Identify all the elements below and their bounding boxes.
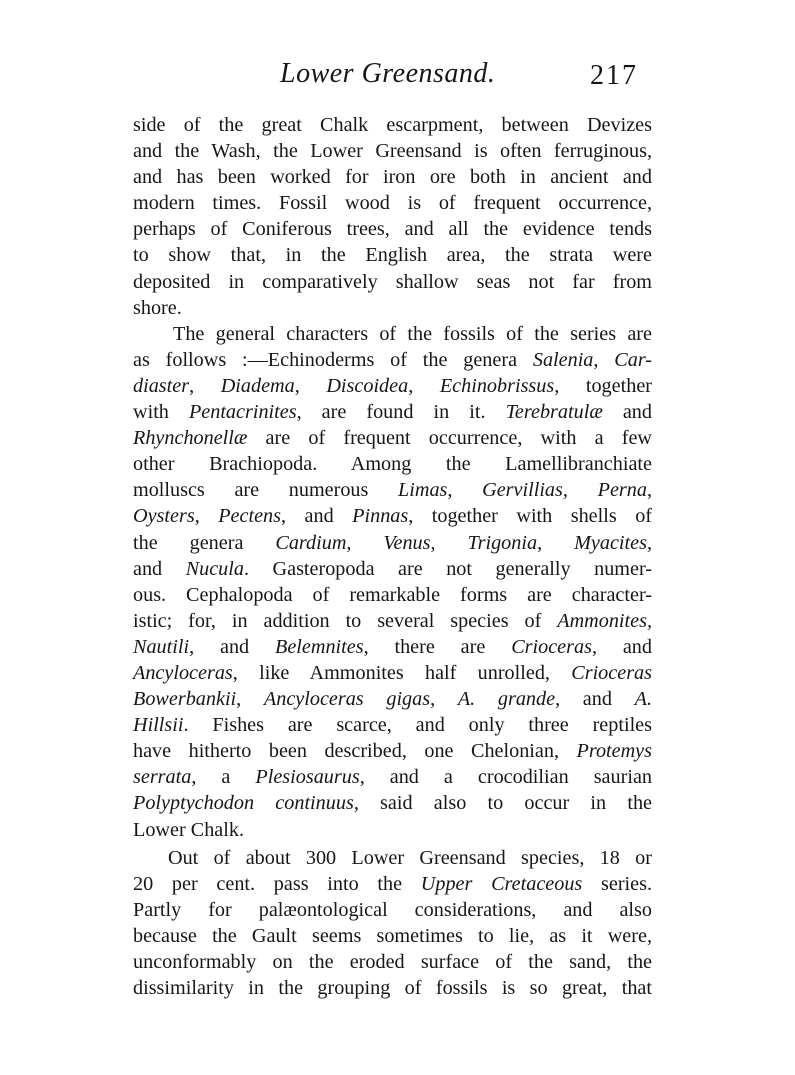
text-line: the genera Cardium, Venus, Trigonia, Myacites, bbox=[133, 531, 652, 554]
text-line: because the Gault seems sometimes to lie, as it were, bbox=[133, 924, 652, 947]
text-line: and has been worked for iron ore both in ancient and bbox=[133, 166, 652, 189]
paragraph-1 bbox=[133, 112, 652, 321]
text-line: perhaps of Coniferous trees, and all the evidence tends bbox=[133, 218, 652, 241]
text-line: unconformably on the eroded surface of the sand, the bbox=[133, 951, 652, 973]
text-line: shore. bbox=[133, 296, 182, 319]
text-line: ous. Cephalopoda of remarkable forms are character- bbox=[133, 583, 652, 606]
text-line: side of the great Chalk escarpment, between Devizes bbox=[133, 114, 652, 136]
text-line: and Nucula. Gasteropoda are not generally numer- bbox=[133, 557, 652, 580]
text-line: other Brachiopoda. Among the Lamellibranchiate bbox=[133, 453, 652, 476]
text-line: have hitherto been described, one Chelonian, Protemys bbox=[133, 740, 652, 763]
text-line: Partly for palæontological considerations, and also bbox=[133, 898, 652, 921]
text-line: diaster, Diadema, Discoidea, Echinobrissus, together bbox=[133, 374, 652, 397]
text-line: Nautili, and Belemnites, there are Crioceras, and bbox=[133, 635, 652, 658]
paragraph-2 bbox=[133, 321, 652, 843]
text-line: The general characters of the fossils of the series are bbox=[173, 322, 652, 345]
text-line: Oysters, Pectens, and Pinnas, together with shells of bbox=[133, 505, 653, 528]
text-line: modern times. Fossil wood is of frequent occurrence, bbox=[133, 192, 652, 215]
text-line: Ancyloceras, like Ammonites half unrolled, Crioceras bbox=[133, 661, 652, 684]
text-line: deposited in comparatively shallow seas not far from bbox=[133, 270, 652, 293]
page-number: 217 bbox=[590, 60, 638, 91]
running-title: Lower Greensand. bbox=[280, 58, 496, 89]
text-line: Lower Chalk. bbox=[133, 818, 245, 841]
text-line: 20 per cent. pass into the Upper Cretaceous series. bbox=[133, 872, 653, 895]
text-line: Hillsii. Fishes are scarce, and only three reptiles bbox=[133, 714, 652, 737]
text-line: Polyptychodon continuus, said also to occur in the bbox=[133, 792, 653, 815]
text-line: to show that, in the English area, the strata were bbox=[133, 244, 652, 267]
text-line: as follows :—Echinoderms of the genera Salenia, Car- bbox=[133, 348, 652, 371]
body-text bbox=[133, 112, 652, 1001]
text-line: with Pentacrinites, are found in it. Terebratulæ and bbox=[133, 401, 652, 424]
text-line: molluscs are numerous Limas, Gervillias, Perna, bbox=[133, 479, 652, 502]
paragraph-3 bbox=[133, 845, 652, 1002]
text-line: istic; for, in addition to several species of Ammonites, bbox=[133, 609, 652, 632]
text-line: and the Wash, the Lower Greensand is often ferruginous, bbox=[133, 140, 652, 163]
running-head bbox=[0, 58, 795, 98]
text-line: Out of about 300 Lower Greensand species, 18 or bbox=[168, 846, 652, 869]
text-line: Bowerbankii, Ancyloceras gigas, A. grande, and A. bbox=[133, 688, 652, 711]
text-line: Rhynchonellæ are of frequent occurrence, with a few bbox=[133, 427, 652, 450]
text-line: dissimilarity in the grouping of fossils is so great, that bbox=[133, 977, 652, 1000]
text-line: serrata, a Plesiosaurus, and a crocodilian saurian bbox=[133, 766, 652, 789]
